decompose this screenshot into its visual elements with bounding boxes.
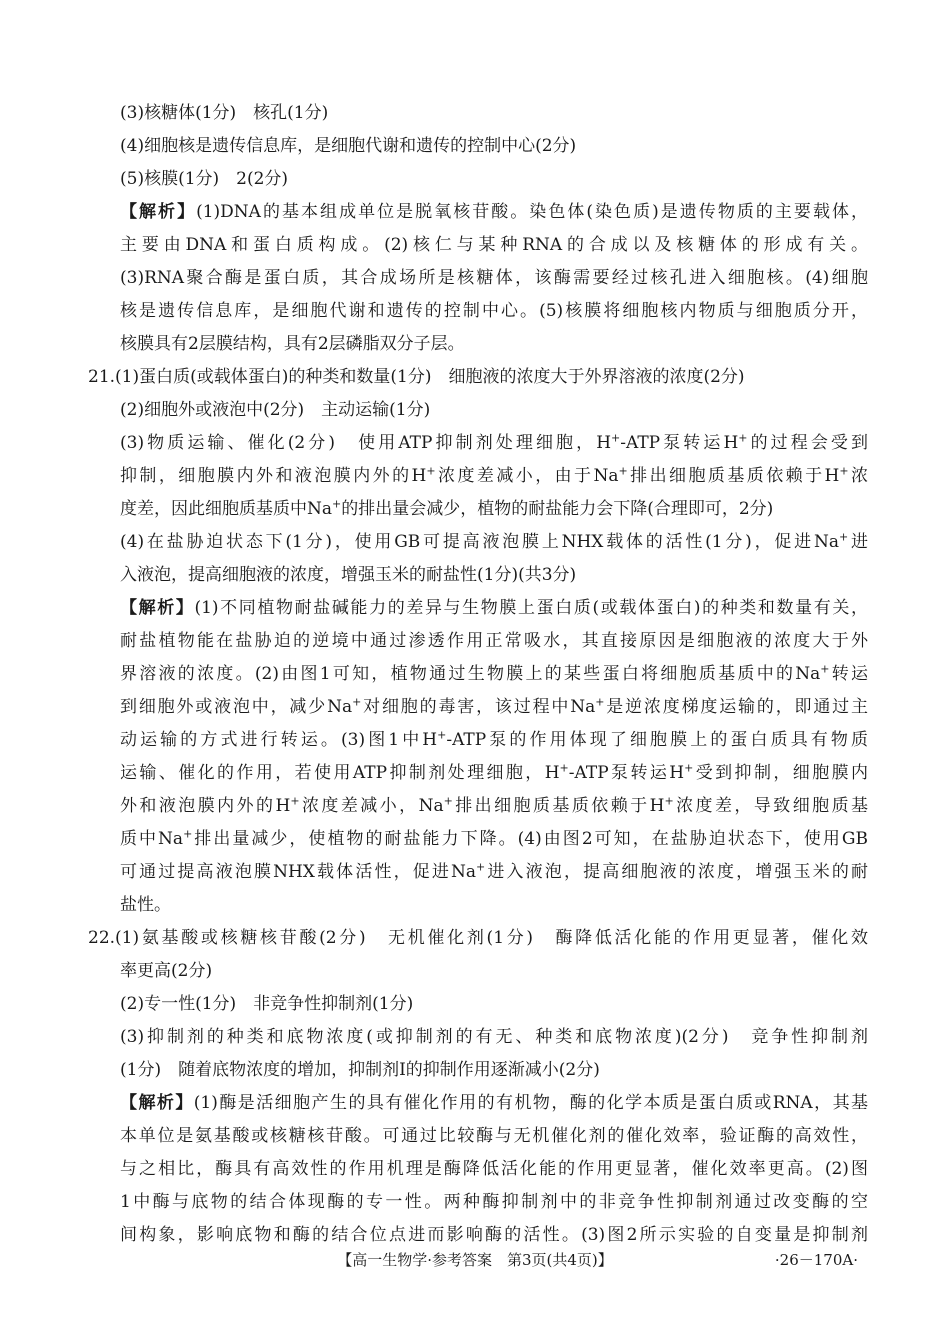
text-line <box>88 1186 868 1219</box>
text-segment: 进入液泡，提高细胞液的浓度，增强玉米的耐 <box>485 862 868 882</box>
text-segment: (2)细胞外或液泡中(2分) 主动运输(1分) <box>120 400 431 420</box>
text-segment: (4)细胞核是遗传信息库，是细胞代谢和遗传的控制中心(2分) <box>120 136 577 156</box>
text-segment: (3)核糖体(1分) 核孔(1分) <box>120 103 329 123</box>
text-segment: 进 <box>848 532 868 552</box>
text-segment: 受到抑制，细胞膜内 <box>693 763 868 783</box>
text-segment: 排出细胞质基质依赖于H <box>627 466 840 486</box>
superscript-plus: + <box>838 530 849 544</box>
text-segment: 运输、催化的作用，若使用ATP抑制剂处理细胞，H <box>120 763 560 783</box>
text-segment: 质中Na <box>120 829 184 849</box>
text-segment: 1中酶与底物的结合体现酶的专一性。两种酶抑制剂中的非竞争性抑制剂通过改变酶的空 <box>120 1192 868 1212</box>
text-segment: 排出量减少，使植物的耐盐能力下降。(4)由图2可知，在盐胁迫状态下，使用GB <box>192 829 868 849</box>
section-label: 【解析】 <box>120 1093 194 1113</box>
text-segment: 对细胞的毒害，该过程中Na <box>361 697 596 717</box>
text-line <box>88 592 868 625</box>
superscript-plus: + <box>443 794 453 808</box>
text-segment: 浓度差减小，Na <box>299 796 444 816</box>
text-line <box>88 757 868 790</box>
text-segment: 排出细胞质基质依赖于H <box>452 796 665 816</box>
text-line <box>88 196 868 229</box>
text-line <box>88 163 868 196</box>
superscript-plus: + <box>664 794 674 808</box>
text-line <box>88 97 868 130</box>
text-segment: 是逆浓度梯度运输的，即通过主 <box>604 697 868 717</box>
text-segment: 入液泡，提高细胞液的浓度，增强玉米的耐盐性(1分)(共3分) <box>120 565 577 585</box>
text-line <box>88 691 868 724</box>
superscript-plus: + <box>839 464 849 478</box>
text-segment: -ATP泵转运H <box>620 433 739 453</box>
text-line <box>88 790 868 823</box>
superscript-plus: + <box>618 464 628 478</box>
text-line <box>88 856 868 889</box>
text-segment: -ATP泵的作用体现了细胞膜上的蛋白质具有物质 <box>446 730 868 750</box>
text-segment: 间构象，影响底物和酶的结合位点进而影响酶的活性。(3)图2所示实验的自变量是抑制剂 <box>120 1225 868 1245</box>
text-segment: 的过程会受到 <box>747 433 868 453</box>
text-line <box>88 1021 868 1054</box>
text-line <box>88 625 868 658</box>
text-segment: 外和液泡膜内外的H <box>120 796 291 816</box>
text-line <box>88 262 868 295</box>
text-line <box>88 394 868 427</box>
text-line <box>88 130 868 163</box>
text-segment: 主要由DNA和蛋白质构成。(2)核仁与某种RNA的合成以及核糖体的形成有关。 <box>120 235 868 255</box>
text-segment: (1)酶是活细胞产生的具有催化作用的有机物，酶的化学本质是蛋白质或RNA，其基 <box>193 1093 868 1113</box>
text-segment: (1)DNA的基本组成单位是脱氧核苷酸。染色体(染色质)是遗传物质的主要载体， <box>196 202 868 222</box>
text-line <box>88 526 868 559</box>
page-footer <box>0 1245 950 1275</box>
text-segment: (1)不同植物耐盐碱能力的差异与生物膜上蛋白质(或载体蛋白)的种类和数量有关， <box>194 598 868 618</box>
footer-title: 【高一生物学·参考答案 第3页(共4页)】 <box>337 1251 613 1269</box>
text-segment: (5)核膜(1分) 2(2分) <box>120 169 289 189</box>
superscript-plus: + <box>476 860 486 874</box>
text-segment: -ATP泵转运H <box>568 763 685 783</box>
text-line <box>88 988 868 1021</box>
text-line <box>88 361 868 394</box>
superscript-plus: + <box>684 761 694 775</box>
text-segment: 浓度差，导致细胞质基 <box>673 796 868 816</box>
text-segment: 核膜具有2层膜结构，具有2层磷脂双分子层。 <box>120 334 465 354</box>
text-segment: 22.(1)氨基酸或核糖核苷酸(2分) 无机催化剂(1分) 酶降低活化能的作用更显著，催化效 <box>88 928 868 948</box>
text-segment: (4)在盐胁迫状态下(1分)，使用GB可提高液泡膜上NHX载体的活性(1分)，促进Na <box>120 532 839 552</box>
text-line <box>88 1120 868 1153</box>
text-segment: 盐性。 <box>120 895 171 915</box>
text-line <box>88 1087 868 1120</box>
text-line <box>88 1054 868 1087</box>
superscript-plus: + <box>183 827 193 841</box>
superscript-plus: + <box>559 761 569 775</box>
text-segment: 率更高(2分) <box>120 961 213 981</box>
text-segment: 转运 <box>829 664 868 684</box>
text-segment: 与之相比，酶具有高效性的作用机理是酶降低活化能的作用更显著，催化效率更高。(2)图 <box>120 1159 868 1179</box>
text-segment: 界溶液的浓度。(2)由图1可知，植物通过生物膜上的某些蛋白将细胞质基质中的Na <box>120 664 821 684</box>
text-segment: 度差，因此细胞质基质中Na <box>120 499 333 519</box>
text-segment: (1分) 随着底物浓度的增加，抑制剂Ⅰ的抑制作用逐渐减小(2分) <box>120 1060 600 1080</box>
text-line <box>88 460 868 493</box>
text-segment: 抑制，细胞膜内外和液泡膜内外的H <box>120 466 427 486</box>
superscript-plus: + <box>820 662 830 676</box>
footer-code: ·26－170A· <box>774 1251 858 1269</box>
section-label: 【解析】 <box>120 598 195 618</box>
text-segment: 动运输的方式进行转运。(3)图1中H <box>120 730 438 750</box>
superscript-plus: + <box>738 431 748 445</box>
text-segment: (3)物质运输、催化(2分) 使用ATP抑制剂处理细胞，H <box>120 433 612 453</box>
text-segment: (3)抑制剂的种类和底物浓度(或抑制剂的有无、种类和底物浓度)(2分) 竞争性抑制剂 <box>120 1027 868 1047</box>
text-line <box>88 229 868 262</box>
superscript-plus: + <box>437 728 447 742</box>
text-line <box>88 328 868 361</box>
text-segment: (3)RNA聚合酶是蛋白质，其合成场所是核糖体，该酶需要经过核孔进入细胞核。(4)细胞 <box>120 268 868 288</box>
text-segment: 的排出量会减少，植物的耐盐能力会下降(合理即可，2分) <box>341 499 774 519</box>
text-line <box>88 922 868 955</box>
superscript-plus: + <box>426 464 436 478</box>
superscript-plus: + <box>332 497 342 511</box>
text-line <box>88 889 868 922</box>
text-segment: 浓 <box>848 466 868 486</box>
text-line <box>88 493 868 526</box>
text-segment: 本单位是氨基酸或核糖核苷酸。可通过比较酶与无机催化剂的催化效率，验证酶的高效性， <box>120 1126 868 1146</box>
text-segment: 耐盐植物能在盐胁迫的逆境中通过渗透作用正常吸水，其直接原因是细胞液的浓度大于外 <box>120 631 868 651</box>
superscript-plus: + <box>611 431 621 445</box>
superscript-plus: + <box>352 695 362 709</box>
text-segment: 核是遗传信息库，是细胞代谢和遗传的控制中心。(5)核膜将细胞核内物质与细胞质分开， <box>120 301 868 321</box>
text-segment: 可通过提高液泡膜NHX载体活性，促进Na <box>120 862 477 882</box>
superscript-plus: + <box>595 695 605 709</box>
text-line <box>88 427 868 460</box>
text-line <box>88 658 868 691</box>
section-label: 【解析】 <box>120 202 197 222</box>
text-line <box>88 295 868 328</box>
text-segment: 浓度差减小，由于Na <box>435 466 619 486</box>
text-segment: 到细胞外或液泡中，减少Na <box>120 697 353 717</box>
text-line <box>88 724 868 757</box>
text-line <box>88 955 868 988</box>
answer-content <box>88 97 868 1252</box>
text-line <box>88 823 868 856</box>
text-line <box>88 559 868 592</box>
superscript-plus: + <box>290 794 300 808</box>
text-segment: 21.(1)蛋白质(或载体蛋白)的种类和数量(1分) 细胞液的浓度大于外界溶液的浓度(2分) <box>88 367 745 387</box>
text-line <box>88 1153 868 1186</box>
text-segment: (2)专一性(1分) 非竞争性抑制剂(1分) <box>120 994 414 1014</box>
